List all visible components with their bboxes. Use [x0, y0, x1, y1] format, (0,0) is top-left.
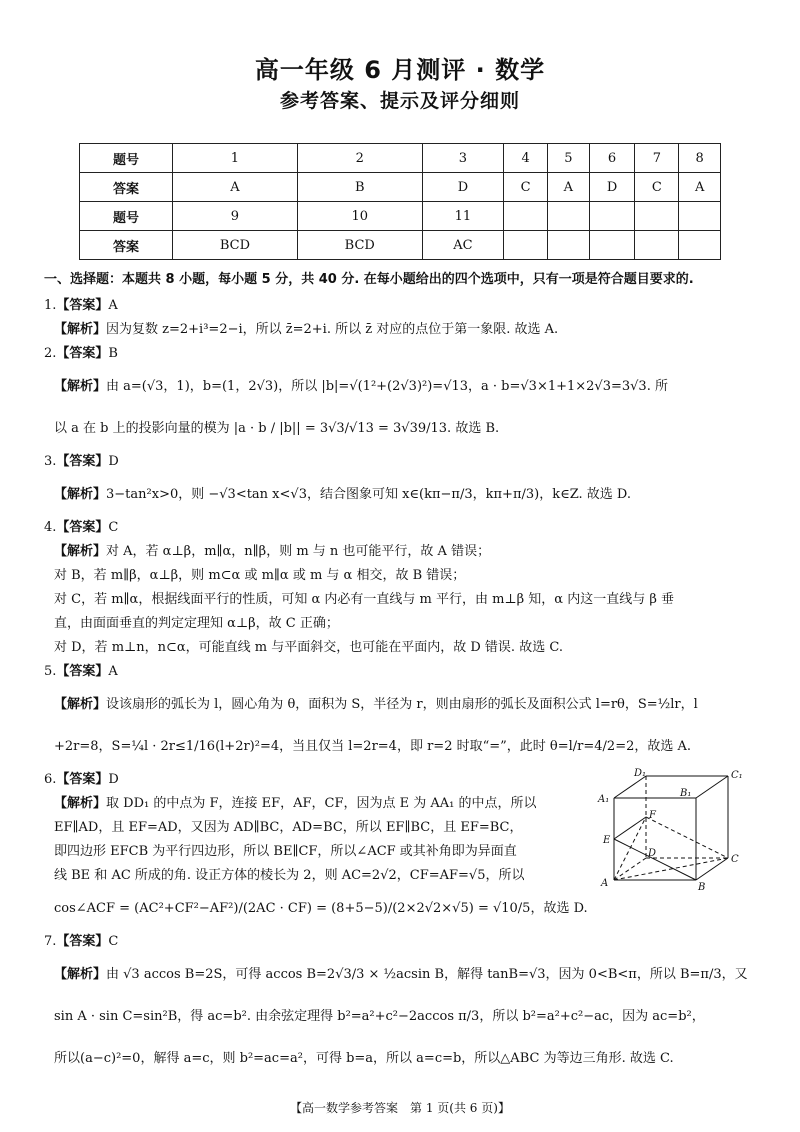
table-cell: D — [589, 173, 635, 202]
analysis-text: 3−tan²x>0，则 −√3<tan x<√3，结合图象可知 x∈(kπ−π/3，kπ+π/3)，k∈Z. 故选 D. — [106, 487, 632, 502]
table-cell — [548, 231, 590, 260]
answer-line — [44, 660, 756, 684]
table-cell: 10 — [297, 202, 422, 231]
table-cell: BCD — [297, 231, 422, 260]
table-cell: 11 — [422, 202, 503, 231]
table-cell: 5 — [548, 144, 590, 173]
table-cell — [635, 231, 679, 260]
edge-b1c1 — [696, 776, 728, 798]
analysis-text: 对 A，若 α⊥β，m∥α，n∥β，则 m 与 n 也可能平行，故 A 错误； — [106, 544, 491, 559]
analysis-line — [54, 684, 756, 726]
vertex-label-a1: A₁ — [598, 794, 610, 805]
table-cell — [679, 202, 721, 231]
vertex-label-b1: B₁ — [680, 788, 692, 799]
page-subtitle: 参考答案、提示及评分细则 — [279, 90, 520, 112]
answer-tag: 【答案】 — [56, 934, 109, 949]
analysis-text: 对 B，若 m∥β，α⊥β，则 m⊂α 或 m∥α 或 m 与 α 相交，故 B 错误； — [54, 568, 466, 583]
table-cell — [589, 202, 635, 231]
segment-ef — [614, 817, 646, 839]
segment-af — [614, 817, 646, 880]
solutions — [44, 270, 756, 1080]
analysis-tag: 【解析】 — [54, 697, 107, 712]
question-number: 1. — [44, 298, 57, 313]
answer-value: D — [108, 772, 119, 787]
table-row — [80, 173, 721, 202]
analysis-text: 即四边形 EFCB 为平行四边形，所以 BE∥CF，所以∠ACF 或其补角即为异面直 — [54, 844, 517, 859]
table-row — [80, 144, 721, 173]
analysis-tag: 【解析】 — [54, 544, 107, 559]
table-cell — [679, 231, 721, 260]
table-cell: 6 — [589, 144, 635, 173]
answer-tag: 【答案】 — [56, 664, 109, 679]
answer-tag: 【答案】 — [56, 346, 109, 361]
cube-diagram — [596, 768, 756, 898]
table-cell — [589, 231, 635, 260]
answer-tag: 【答案】 — [56, 298, 109, 313]
analysis-text: cos∠ACF = (AC²+CF²−AF²)/(2AC · CF) = (8+5−5)/(2×2√2×√5) = √10/5，故选 D. — [54, 901, 588, 916]
analysis-text: 设该扇形的弧长为 l，圆心角为 θ，面积为 S，半径为 r，则由扇形的弧长及面积公式 l=rθ，S=½lr，l — [106, 697, 698, 712]
analysis-tag: 【解析】 — [54, 796, 107, 811]
vertex-label-c: C — [731, 854, 739, 865]
table-cell: A — [173, 173, 298, 202]
answer-value: C — [108, 520, 119, 535]
page-title: 高一年级 6 月测评 · 数学 — [254, 56, 546, 84]
answer-value: A — [108, 664, 118, 679]
table-cell: 4 — [504, 144, 548, 173]
analysis-line — [54, 540, 756, 564]
analysis-line — [54, 954, 756, 996]
table-cell: B — [297, 173, 422, 202]
row-label-answer: 答案 — [80, 173, 173, 202]
table-cell: A — [548, 173, 590, 202]
vertex-label-e: E — [603, 835, 611, 846]
answer-table — [79, 143, 721, 260]
table-cell: 3 — [422, 144, 503, 173]
answer-line — [44, 516, 756, 540]
analysis-text: 对 C，若 m∥α，根据线面平行的性质，可知 α 内必有一直线与 m 平行，由 m⊥β 知，α 内这一直线与 β 垂 — [54, 592, 674, 607]
analysis-text: sin A · sin C=sin²B，得 ac=b². 由余弦定理得 b²=a²+c²−2accos π/3，所以 b²=a²+c²−ac，因为 ac=b²， — [54, 1009, 705, 1024]
analysis-line — [54, 366, 756, 408]
analysis-block — [44, 792, 594, 930]
analysis-text: 直，由面面垂直的判定定理知 α⊥β，故 C 正确； — [54, 616, 339, 631]
table-cell — [504, 202, 548, 231]
answer-value: C — [108, 934, 119, 949]
section-heading: 一、选择题：本题共 8 小题，每小题 5 分，共 40 分. 在每小题给出的四个选项中，只有一项是符合题目要求的. — [44, 272, 694, 287]
table-cell: C — [635, 173, 679, 202]
answer-tag: 【答案】 — [56, 772, 109, 787]
analysis-tag: 【解析】 — [54, 967, 107, 982]
vertex-label-c1: C₁ — [731, 770, 743, 781]
table-cell — [548, 202, 590, 231]
analysis-line — [54, 474, 756, 516]
row-label-question: 题号 — [80, 144, 173, 173]
answer-value: B — [108, 346, 118, 361]
table-cell: AC — [422, 231, 503, 260]
analysis-text: 线 BE 和 AC 所成的角. 设正方体的棱长为 2，则 AC=2√2，CF=AF=√5，所以 — [54, 868, 525, 883]
table-cell: BCD — [173, 231, 298, 260]
segment-ac — [614, 858, 728, 880]
answer-line — [44, 294, 756, 318]
answer-line — [44, 930, 756, 954]
answer-value: A — [108, 298, 118, 313]
vertex-label-a: A — [601, 878, 609, 889]
analysis-text: EF∥AD，且 EF=AD，又因为 AD∥BC，AD=BC，所以 EF∥BC，且 EF=BC， — [54, 820, 523, 835]
analysis-text: 由 √3 accos B=2S，可得 accos B=2√3/3 × ½acsin B，解得 tanB=√3，因为 0<B<π，所以 B=π/3，又 — [106, 967, 748, 982]
analysis-text: 以 a 在 b 上的投影向量的模为 |a · b / |b|| = 3√3/√13 = 3√39/13. 故选 B. — [54, 421, 500, 436]
analysis-text: 取 DD₁ 的中点为 F，连接 EF，AF，CF，因为点 E 为 AA₁ 的中点，所以 — [106, 796, 537, 811]
analysis-text: 对 D，若 m⊥n，n⊂α，可能直线 m 与平面斜交，也可能在平面内，故 D 错误. 故选 C. — [54, 640, 563, 655]
analysis-text: +2r=8，S=¼l · 2r≤1/16(l+2r)²=4，当且仅当 l=2r=4，即 r=2 时取“=”，此时 θ=l/r=4/2=2，故选 A. — [54, 739, 692, 754]
analysis-line — [54, 792, 594, 816]
analysis-tag: 【解析】 — [54, 379, 107, 394]
question-number: 2. — [44, 346, 57, 361]
row-label-answer: 答案 — [80, 231, 173, 260]
analysis-tag: 【解析】 — [54, 487, 107, 502]
table-cell: 9 — [173, 202, 298, 231]
table-cell — [504, 231, 548, 260]
question-number: 4. — [44, 520, 57, 535]
row-label-question: 题号 — [80, 202, 173, 231]
answer-line — [44, 450, 756, 474]
vertex-label-f: F — [649, 810, 656, 821]
table-cell: C — [504, 173, 548, 202]
answer-value: D — [108, 454, 119, 469]
analysis-line — [54, 318, 756, 342]
table-cell: 1 — [173, 144, 298, 173]
question-number: 5. — [44, 664, 57, 679]
analysis-text: 由 a=(√3，1)，b=(1，2√3)，所以 |b|=√(1²+(2√3)²)=√13，a · b=√3×1+1×2√3=3√3. 所 — [106, 379, 668, 394]
question-number: 7. — [44, 934, 57, 949]
table-cell: 2 — [297, 144, 422, 173]
analysis-text: 所以(a−c)²=0，解得 a=c，则 b²=ac=a²，可得 b=a，所以 a=c=b，所以△ABC 为等边三角形. 故选 C. — [54, 1051, 674, 1066]
vertex-label-d1: D₁ — [634, 768, 647, 779]
table-cell: 8 — [679, 144, 721, 173]
segment-eb — [614, 839, 696, 880]
table-cell: D — [422, 173, 503, 202]
page-footer: 【高一数学参考答案 第 1 页(共 6 页)】 — [290, 1101, 510, 1115]
table-cell — [635, 202, 679, 231]
table-row — [80, 231, 721, 260]
vertex-label-b: B — [698, 882, 706, 893]
answer-tag: 【答案】 — [56, 520, 109, 535]
answer-tag: 【答案】 — [56, 454, 109, 469]
question-number: 6. — [44, 772, 57, 787]
table-cell: A — [679, 173, 721, 202]
vertex-label-d: D — [648, 848, 657, 859]
table-cell: 7 — [635, 144, 679, 173]
segment-fc — [646, 817, 728, 858]
table-row — [80, 202, 721, 231]
answer-line — [44, 342, 756, 366]
analysis-text: 因为复数 z=2+i³=2−i，所以 z̄=2+i. 所以 z̄ 对应的点位于第一象限. 故选 A. — [106, 322, 559, 337]
question-number: 3. — [44, 454, 57, 469]
edge-a1d1 — [614, 776, 646, 798]
analysis-tag: 【解析】 — [54, 322, 107, 337]
